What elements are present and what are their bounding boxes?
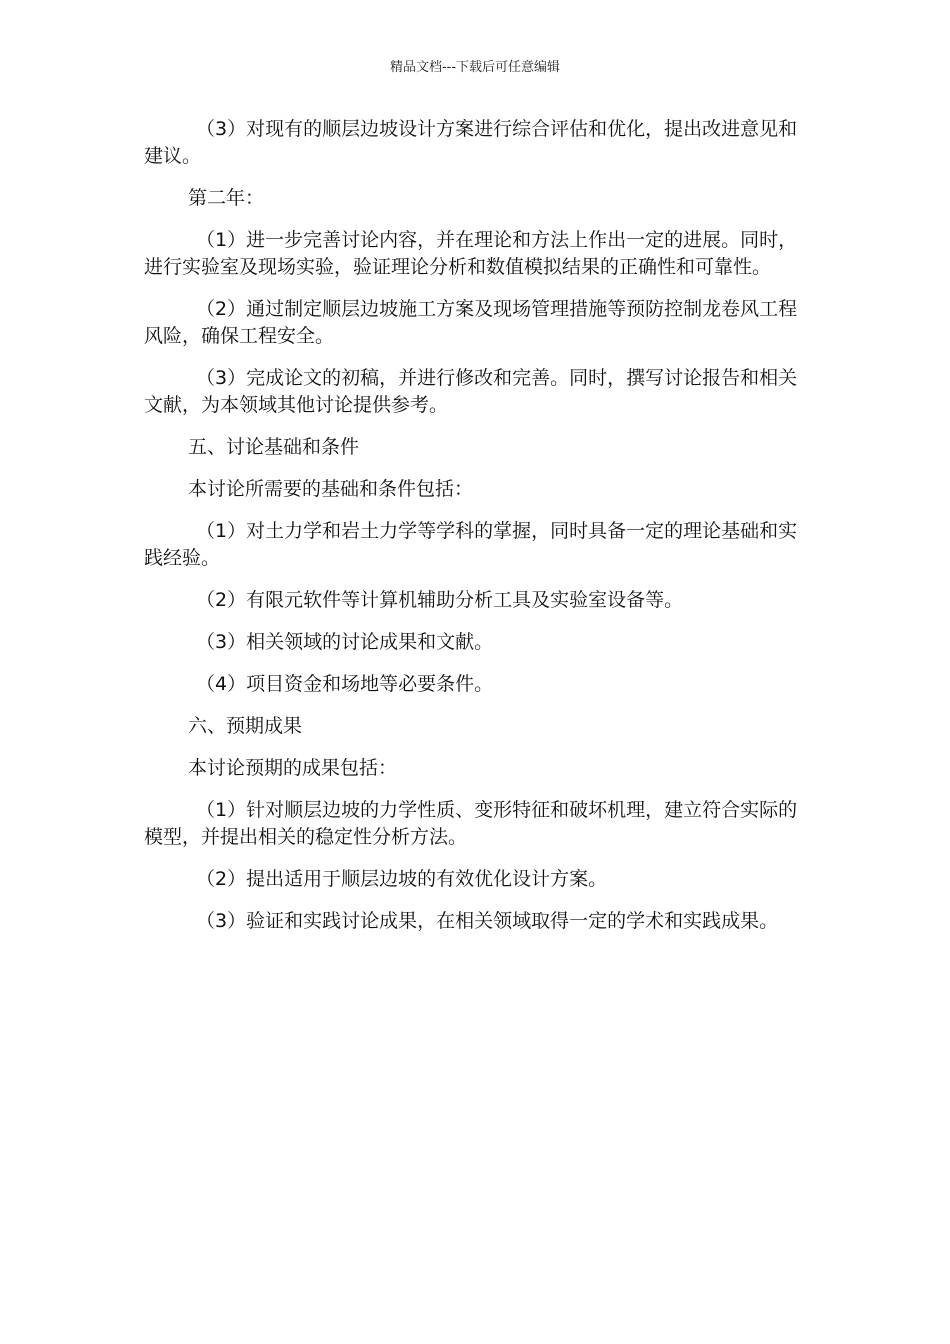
section-heading-basis: 五、讨论基础和条件 bbox=[188, 436, 360, 458]
paragraph-item-1-improve: （1）进一步完善讨论内容，并在理论和方法上作出一定的进展。同时，进行实验室及现场实验，验证理论分析和数值模拟结果的正确性和可靠性。 bbox=[144, 229, 798, 278]
paragraph-results-item-3: （3）验证和实践讨论成果，在相关领域取得一定的学术和实践成果。 bbox=[196, 910, 779, 932]
paragraph-basis-item-2: （2）有限元软件等计算机辅助分析工具及实验室设备等。 bbox=[196, 589, 684, 611]
paragraph-results-intro: 本讨论预期的成果包括： bbox=[188, 757, 398, 779]
paragraph-second-year: 第二年： bbox=[188, 187, 265, 209]
section-heading-results: 六、预期成果 bbox=[188, 715, 303, 737]
page-header: 精品文档---下载后可任意编辑 bbox=[389, 60, 561, 75]
paragraph-item-2-construction: （2）通过制定顺层边坡施工方案及现场管理措施等预防控制龙卷风工程风险，确保工程安全。 bbox=[144, 298, 798, 347]
paragraph-basis-item-4: （4）项目资金和场地等必要条件。 bbox=[196, 673, 494, 695]
paragraph-basis-intro: 本讨论所需要的基础和条件包括： bbox=[188, 478, 474, 500]
paragraph-results-item-2: （2）提出适用于顺层边坡的有效优化设计方案。 bbox=[196, 868, 608, 890]
paragraph-item-3-evaluate: （3）对现有的顺层边坡设计方案进行综合评估和优化，提出改进意见和建议。 bbox=[144, 118, 798, 167]
paragraph-basis-item-1: （1）对土力学和岩土力学等学科的掌握，同时具备一定的理论基础和实践经验。 bbox=[144, 520, 798, 569]
document-body bbox=[144, 116, 809, 950]
paragraph-results-item-1: （1）针对顺层边坡的力学性质、变形特征和破坏机理，建立符合实际的模型，并提出相关的稳定性分析方法。 bbox=[144, 799, 798, 848]
paragraph-basis-item-3: （3）相关领域的讨论成果和文献。 bbox=[196, 631, 494, 653]
paragraph-item-3-draft: （3）完成论文的初稿，并进行修改和完善。同时，撰写讨论报告和相关文献，为本领域其他讨论提供参考。 bbox=[144, 367, 798, 416]
